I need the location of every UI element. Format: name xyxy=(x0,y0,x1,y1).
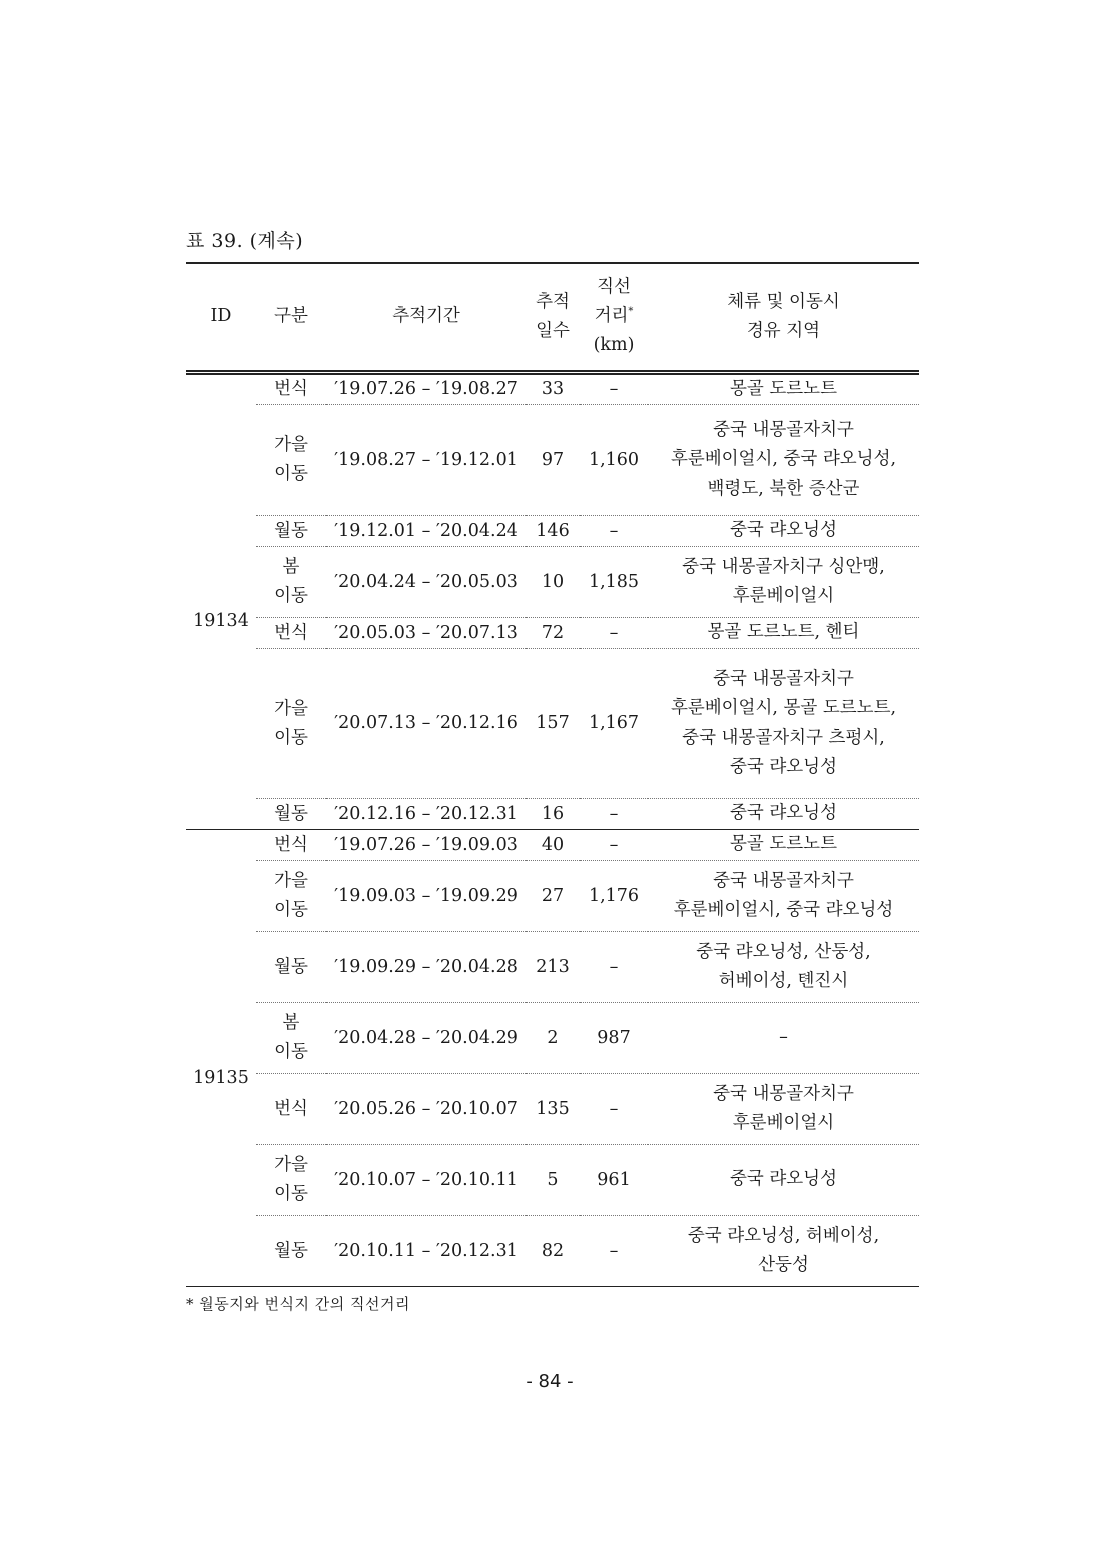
cell-days: 10 xyxy=(526,547,580,618)
header-period: 추적기간 xyxy=(326,263,526,372)
cell-distance: 1,160 xyxy=(580,405,648,516)
cell-distance: 961 xyxy=(580,1145,648,1216)
cell-period: ′20.10.07 – ′20.10.11 xyxy=(326,1145,526,1216)
cell-type: 번식 xyxy=(256,618,326,649)
cell-days: 157 xyxy=(526,649,580,799)
cell-period: ′20.07.13 – ′20.12.16 xyxy=(326,649,526,799)
cell-type: 번식 xyxy=(256,372,326,405)
cell-days: 40 xyxy=(526,830,580,861)
header-id: ID xyxy=(186,263,256,372)
table-row xyxy=(186,372,919,405)
cell-days: 135 xyxy=(526,1074,580,1145)
cell-id: 19134 xyxy=(186,372,256,830)
cell-distance: 1,176 xyxy=(580,861,648,932)
cell-type: 봄 이동 xyxy=(256,1003,326,1074)
cell-region: 중국 랴오닝성 xyxy=(648,516,919,547)
cell-type: 월동 xyxy=(256,932,326,1003)
cell-type: 번식 xyxy=(256,830,326,861)
cell-period: ′19.12.01 – ′20.04.24 xyxy=(326,516,526,547)
cell-distance: – xyxy=(580,618,648,649)
header-days: 추적 일수 xyxy=(526,263,580,372)
cell-type: 가을 이동 xyxy=(256,861,326,932)
cell-distance: – xyxy=(580,799,648,830)
cell-region: 중국 내몽골자치구 싱안맹, 후룬베이얼시 xyxy=(648,547,919,618)
cell-days: 5 xyxy=(526,1145,580,1216)
cell-region: 중국 랴오닝성 xyxy=(648,1145,919,1216)
cell-type: 가을 이동 xyxy=(256,649,326,799)
cell-distance: 987 xyxy=(580,1003,648,1074)
table-row xyxy=(186,861,919,932)
header-distance-unit: (km) xyxy=(593,335,635,356)
header-distance-footnote-mark: * xyxy=(628,306,634,318)
table-row xyxy=(186,1074,919,1145)
table-body xyxy=(186,372,919,1287)
table-row xyxy=(186,649,919,799)
cell-distance: – xyxy=(580,932,648,1003)
cell-days: 146 xyxy=(526,516,580,547)
cell-days: 2 xyxy=(526,1003,580,1074)
page-number: - 84 - xyxy=(526,1371,574,1392)
cell-period: ′19.08.27 – ′19.12.01 xyxy=(326,405,526,516)
cell-period: ′19.07.26 – ′19.08.27 xyxy=(326,372,526,405)
cell-days: 72 xyxy=(526,618,580,649)
header-distance-line2 xyxy=(580,302,648,331)
table-row xyxy=(186,618,919,649)
cell-type: 월동 xyxy=(256,1216,326,1287)
table-row xyxy=(186,1145,919,1216)
cell-period: ′20.04.24 – ′20.05.03 xyxy=(326,547,526,618)
cell-days: 97 xyxy=(526,405,580,516)
header-type: 구분 xyxy=(256,263,326,372)
header-distance-label: 거리 xyxy=(594,306,629,327)
table-header-row xyxy=(186,263,919,372)
table-row xyxy=(186,516,919,547)
cell-days: 213 xyxy=(526,932,580,1003)
cell-period: ′19.09.03 – ′19.09.29 xyxy=(326,861,526,932)
cell-period: ′20.05.03 – ′20.07.13 xyxy=(326,618,526,649)
cell-days: 82 xyxy=(526,1216,580,1287)
cell-region: 몽골 도르노트, 헨티 xyxy=(648,618,919,649)
cell-region: 중국 랴오닝성, 허베이성, 산둥성 xyxy=(648,1216,919,1287)
cell-distance: 1,167 xyxy=(580,649,648,799)
header-distance-line1: 직선 xyxy=(597,277,631,298)
cell-period: ′19.07.26 – ′19.09.03 xyxy=(326,830,526,861)
cell-type: 가을 이동 xyxy=(256,405,326,516)
table-row xyxy=(186,1216,919,1287)
table-row xyxy=(186,932,919,1003)
table-row xyxy=(186,547,919,618)
cell-type: 월동 xyxy=(256,516,326,547)
cell-days: 27 xyxy=(526,861,580,932)
table-row xyxy=(186,405,919,516)
footnote: * 월동지와 번식지 간의 직선거리 xyxy=(186,1295,410,1313)
cell-region: 중국 내몽골자치구 후룬베이얼시, 중국 랴오닝성, 백령도, 북한 증산군 xyxy=(648,405,919,516)
cell-distance: – xyxy=(580,516,648,547)
cell-distance: – xyxy=(580,1216,648,1287)
cell-region: 몽골 도르노트 xyxy=(648,372,919,405)
cell-distance: – xyxy=(580,372,648,405)
cell-period: ′20.10.11 – ′20.12.31 xyxy=(326,1216,526,1287)
cell-period: ′20.04.28 – ′20.04.29 xyxy=(326,1003,526,1074)
cell-type: 번식 xyxy=(256,1074,326,1145)
table-caption: 표 39. (계속) xyxy=(186,230,304,252)
cell-distance: – xyxy=(580,830,648,861)
cell-distance: 1,185 xyxy=(580,547,648,618)
cell-period: ′20.05.26 – ′20.10.07 xyxy=(326,1074,526,1145)
table-row xyxy=(186,830,919,861)
cell-region: 중국 랴오닝성, 산둥성, 허베이성, 톈진시 xyxy=(648,932,919,1003)
cell-region: 중국 내몽골자치구 후룬베이얼시, 몽골 도르노트, 중국 내몽골자치구 츠펑시, 중국 랴오닝성 xyxy=(648,649,919,799)
tracking-table xyxy=(186,262,919,1287)
cell-region: 중국 랴오닝성 xyxy=(648,799,919,830)
table-row xyxy=(186,1003,919,1074)
header-region: 체류 및 이동시 경유 지역 xyxy=(648,263,919,372)
tracking-table-container xyxy=(186,262,919,1287)
cell-region: 중국 내몽골자치구 후룬베이얼시, 중국 랴오닝성 xyxy=(648,861,919,932)
cell-period: ′19.09.29 – ′20.04.28 xyxy=(326,932,526,1003)
header-distance xyxy=(580,263,648,372)
cell-type: 봄 이동 xyxy=(256,547,326,618)
cell-type: 월동 xyxy=(256,799,326,830)
cell-region: – xyxy=(648,1003,919,1074)
cell-region: 몽골 도르노트 xyxy=(648,830,919,861)
cell-type: 가을 이동 xyxy=(256,1145,326,1216)
cell-period: ′20.12.16 – ′20.12.31 xyxy=(326,799,526,830)
cell-region: 중국 내몽골자치구 후룬베이얼시 xyxy=(648,1074,919,1145)
cell-distance: – xyxy=(580,1074,648,1145)
table-row xyxy=(186,799,919,830)
cell-id: 19135 xyxy=(186,830,256,1287)
cell-days: 33 xyxy=(526,372,580,405)
cell-days: 16 xyxy=(526,799,580,830)
